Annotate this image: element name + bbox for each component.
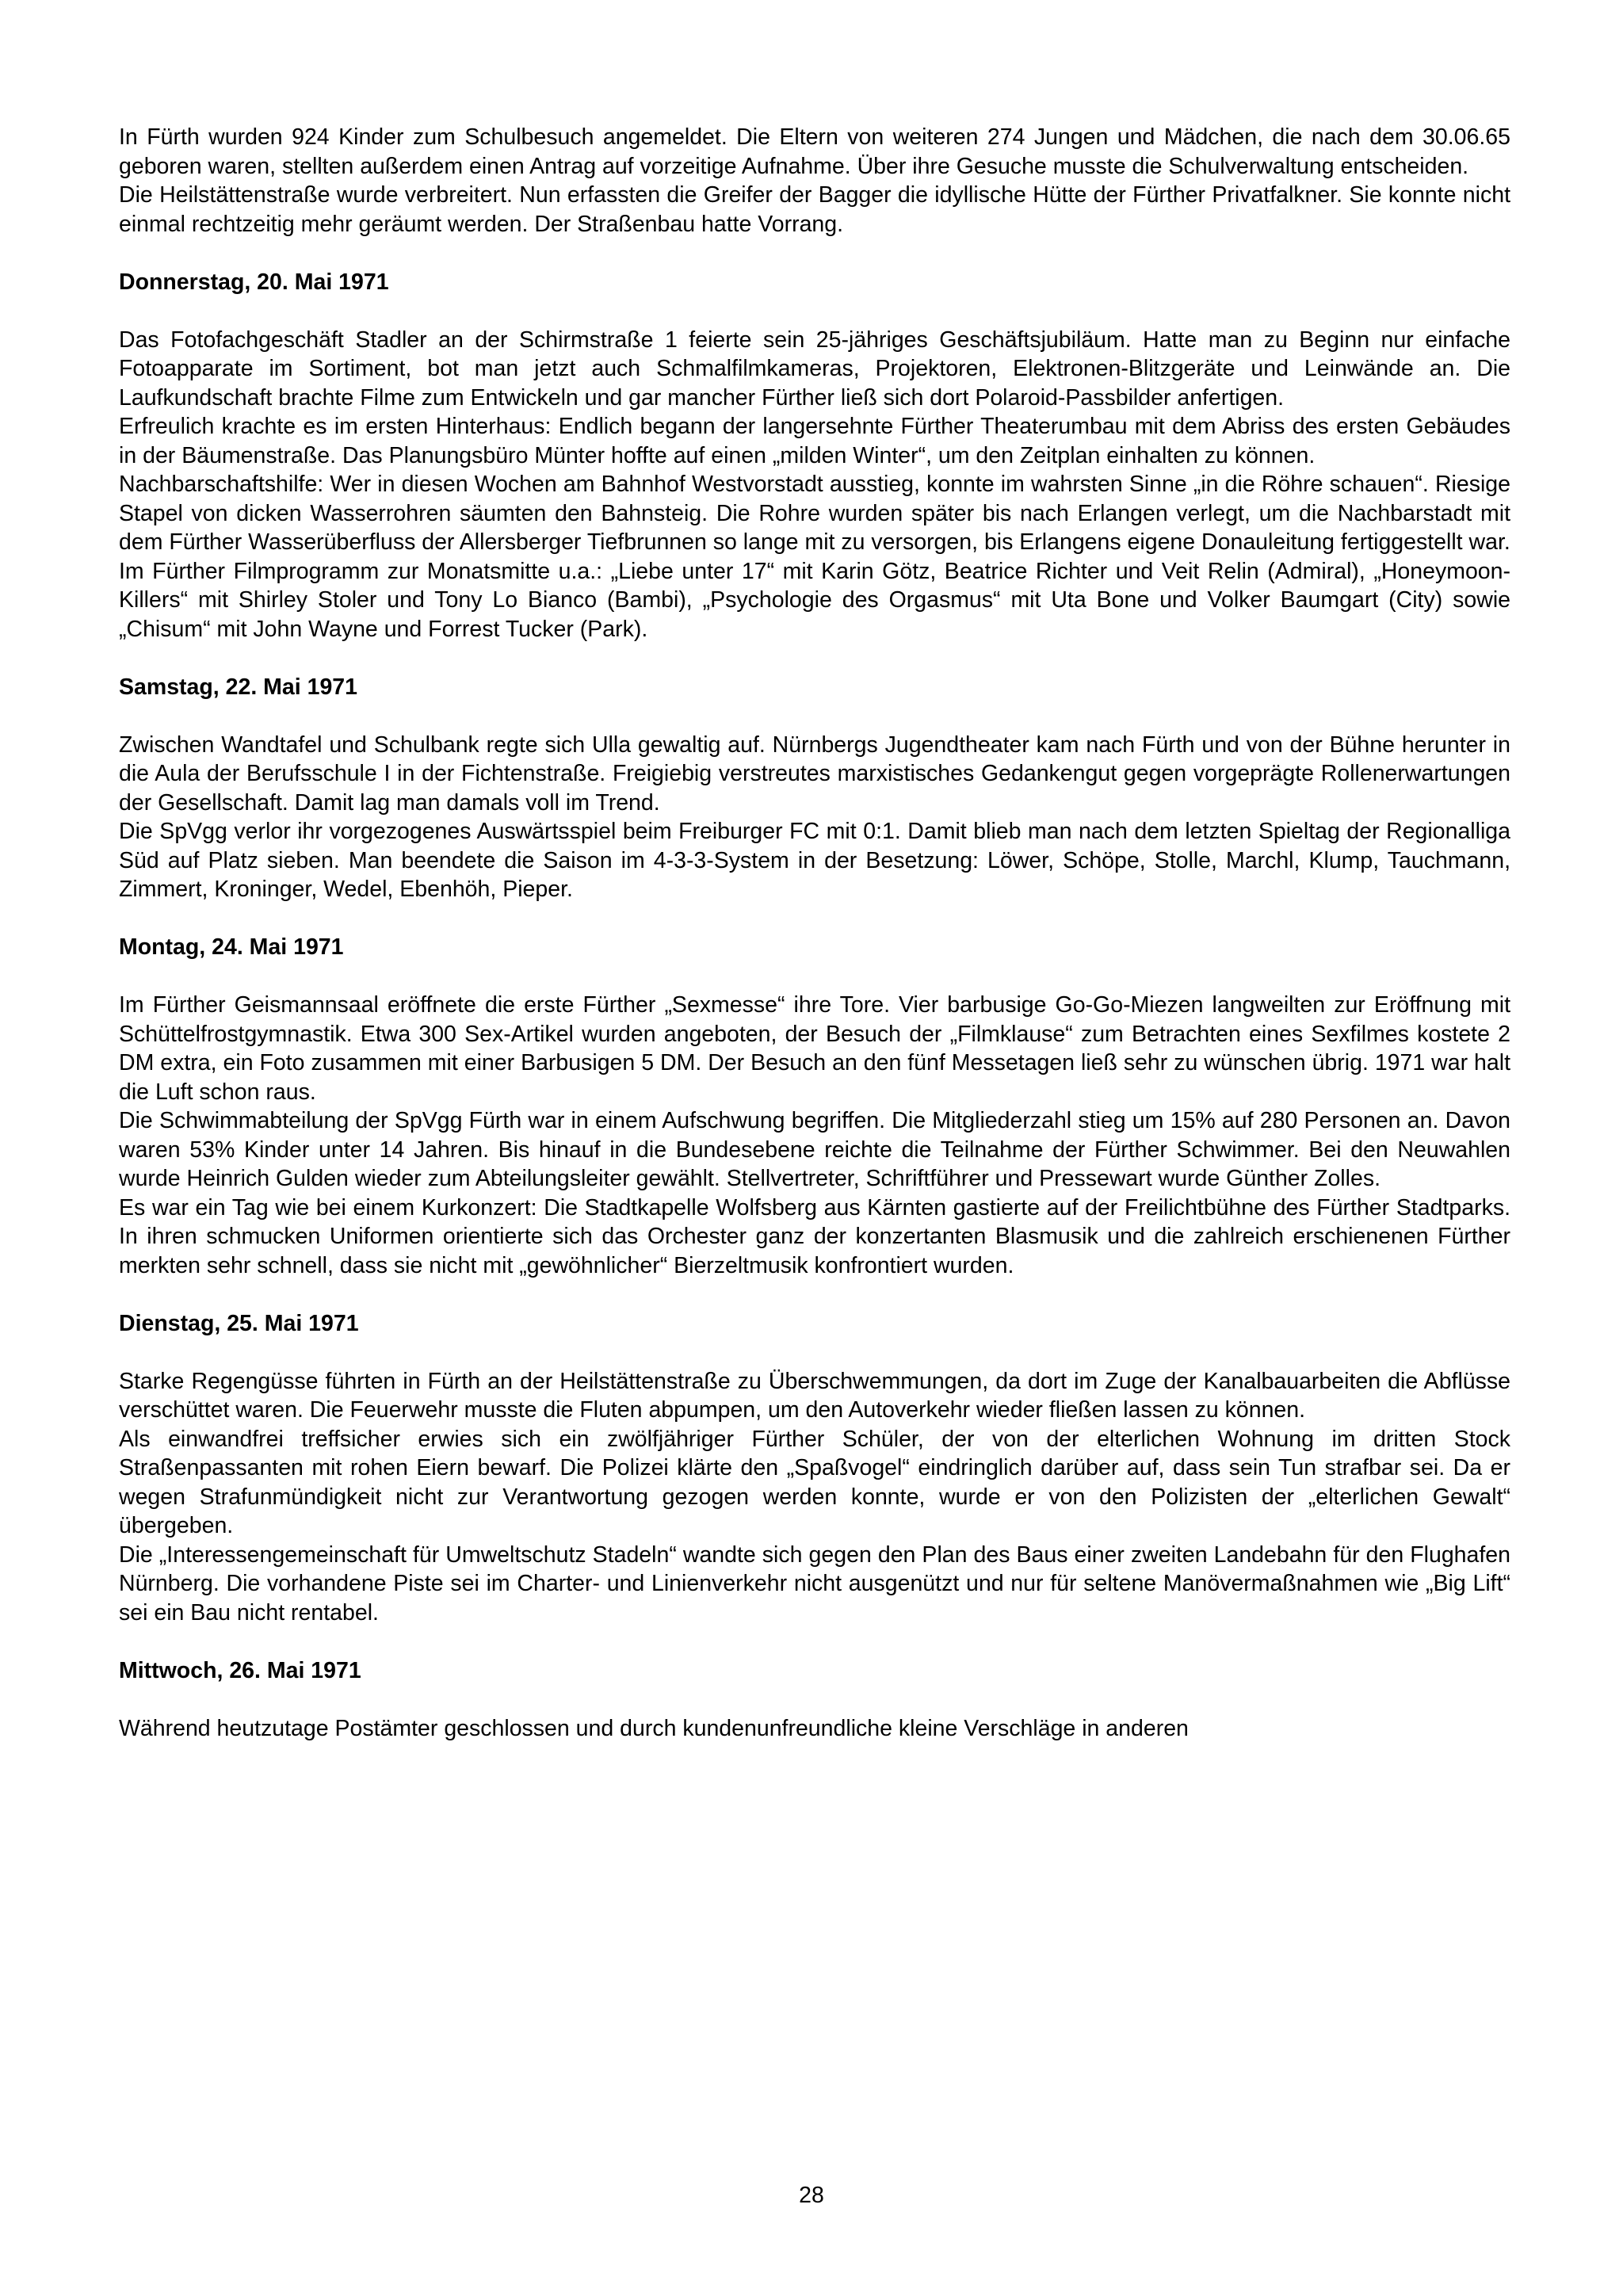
- paragraph: Im Fürther Filmprogramm zur Monatsmitte u.a.: „Liebe unter 17“ mit Karin Götz, Beatrice Richter und Veit Relin (Admiral), „Honeymoon-Killers“ mit Shirley Stoler und Tony Lo Bianco (Bambi), „Psychologie des Orgasmus“ mit Uta Bone und Volker Baumgart (City) sowie „Chisum“ mit John Wayne und Forrest Tucker (Park).: [119, 558, 1510, 642]
- paragraph: Es war ein Tag wie bei einem Kurkonzert: Die Stadtkapelle Wolfsberg aus Kärnten gastierte auf der Freilichtbühne des Fürther Stadtparks. In ihren schmucken Uniformen orientierte sich das Orchester ganz der konzertanten Blasmusik und die zahlreich erschienenen Fürther merkten sehr schnell, dass sie nicht mit „gewöhnlicher“ Bierzeltmusik konfrontiert wurden.: [119, 1194, 1510, 1278]
- paragraph: Nachbarschaftshilfe: Wer in diesen Wochen am Bahnhof Westvorstadt ausstieg, konnte im wahrsten Sinne „in die Röhre schauen“. Riesige Stapel von dicken Wasserrohren säumten den Bahnsteig. Die Rohre wurden später bis nach Erlangen verlegt, um die Nachbarstadt mit dem Fürther Wasserüberfluss der Allersberger Tiefbrunnen so lange mit zu versorgen, bis Erlangens eigene Donauleitung fertiggestellt war.: [119, 472, 1510, 555]
- paragraph: Die „Interessengemeinschaft für Umweltschutz Stadeln“ wandte sich gegen den Plan des Baus einer zweiten Landebahn für den Flughafen Nürnberg. Die vorhandene Piste sei im Charter- und Linienverkehr nicht ausgenützt und nur für seltene Manövermaßnahmen wie „Big Lift“ sei ein Bau nicht rentabel.: [119, 1541, 1510, 1626]
- paragraph: Als einwandfrei treffsicher erwies sich ein zwölfjähriger Fürther Schüler, der von der elterlichen Wohnung im dritten Stock Straßenpassanten mit rohen Eiern bewarf. Die Polizei klärte den „Spaßvogel“ eindringlich darüber auf, dass sein Tun strafbar sei. Da er wegen Strafunmündigkeit nicht zur Verantwortung gezogen werden konnte, wurde er von den Polizisten der „elterlichen Gewalt“ übergeben.: [119, 1426, 1510, 1538]
- paragraph: Das Fotofachgeschäft Stadler an der Schirmstraße 1 feierte sein 25-jähriges Geschäftsjubiläum. Hatte man zu Beginn nur einfache Fotoapparate im Sortiment, bot man jetzt auch Schmalfilmkameras, Projektoren, Elektronen-Blitzgeräte und Leinwände an. Die Laufkundschaft brachte Filme zum Entwickeln und gar mancher Fürther ließ sich dort Polaroid-Passbilder anfertigen.: [119, 327, 1510, 411]
- paragraph: Zwischen Wandtafel und Schulbank regte sich Ulla gewaltig auf. Nürnbergs Jugendtheater kam nach Fürth und von der Bühne herunter in die Aula der Berufsschule I in der Fichtenstraße. Freigiebig verstreutes marxistisches Gedankengut gegen vorgeprägte Rollenerwartungen der Gesellschaft. Damit lag man damals voll im Trend.: [119, 732, 1510, 816]
- section-heading: Dienstag, 25. Mai 1971: [119, 1310, 359, 1336]
- paragraph: In Fürth wurden 924 Kinder zum Schulbesuch angemeldet. Die Eltern von weiteren 274 Jungen und Mädchen, die nach dem 30.06.65 geboren waren, stellten außerdem einen Antrag auf vorzeitige Aufnahme. Über ihre Gesuche musste die Schulverwaltung entscheiden.: [119, 124, 1510, 179]
- paragraph: Die Heilstättenstraße wurde verbreitert. Nun erfassten die Greifer der Bagger die idyllische Hütte der Fürther Privatfalkner. Sie konnte nicht einmal rechtzeitig mehr geräumt werden. Der Straßenbau hatte Vorrang.: [119, 182, 1510, 237]
- paragraph: Starke Regengüsse führten in Fürth an der Heilstättenstraße zu Überschwemmungen, da dort im Zuge der Kanalbauarbeiten die Abflüsse verschüttet waren. Die Feuerwehr musste die Fluten abpumpen, um den Autoverkehr wieder fließen lassen zu können.: [119, 1368, 1510, 1423]
- paragraph: Im Fürther Geismannsaal eröffnete die erste Fürther „Sexmesse“ ihre Tore. Vier barbusige Go-Go-Miezen langweilten zur Eröffnung mit Schüttelfrostgymnastik. Etwa 300 Sex-Artikel wurden angeboten, der Besuch der „Filmklause“ zum Betrachten eines Sexfilmes kostete 2 DM extra, ein Foto zusammen mit einer Barbusigen 5 DM. Der Besuch an den fünf Messetagen ließ sehr zu wünschen übrig. 1971 war halt die Luft schon raus.: [119, 992, 1510, 1105]
- paragraph: Während heutzutage Postämter geschlossen und durch kundenunfreundliche kleine Verschläge in anderen: [119, 1715, 1189, 1741]
- paragraph: Die Schwimmabteilung der SpVgg Fürth war in einem Aufschwung begriffen. Die Mitgliederzahl stieg um 15% auf 280 Personen an. Davon waren 53% Kinder unter 14 Jahren. Bis hinauf in die Bundesebene reichte die Teilnahme der Fürther Schwimmer. Bei den Neuwahlen wurde Heinrich Gulden wieder zum Abteilungsleiter gewählt. Stellvertreter, Schriftführer und Pressewart wurde Günther Zolles.: [119, 1108, 1510, 1191]
- section-heading: Donnerstag, 20. Mai 1971: [119, 269, 389, 295]
- section-heading: Mittwoch, 26. Mai 1971: [119, 1657, 361, 1683]
- paragraph: Erfreulich krachte es im ersten Hinterhaus: Endlich begann der langersehnte Fürther Theaterumbau mit dem Abriss des ersten Gebäudes in der Bäumenstraße. Das Planungsbüro Münter hoffte auf einen „milden Winter“, um den Zeitplan einhalten zu können.: [119, 414, 1510, 468]
- section-heading: Samstag, 22. Mai 1971: [119, 674, 358, 700]
- page-content: [119, 123, 1510, 1743]
- section-heading: Montag, 24. Mai 1971: [119, 934, 344, 960]
- paragraph: Die SpVgg verlor ihr vorgezogenes Auswärtsspiel beim Freiburger FC mit 0:1. Damit blieb man nach dem letzten Spieltag der Regionalliga Süd auf Platz sieben. Man beendete die Saison im 4-3-3-System in der Besetzung: Löwer, Schöpe, Stolle, Marchl, Klump, Tauchmann, Zimmert, Kroninger, Wedel, Ebenhöh, Pieper.: [119, 819, 1510, 902]
- page-number: 28: [799, 2183, 824, 2208]
